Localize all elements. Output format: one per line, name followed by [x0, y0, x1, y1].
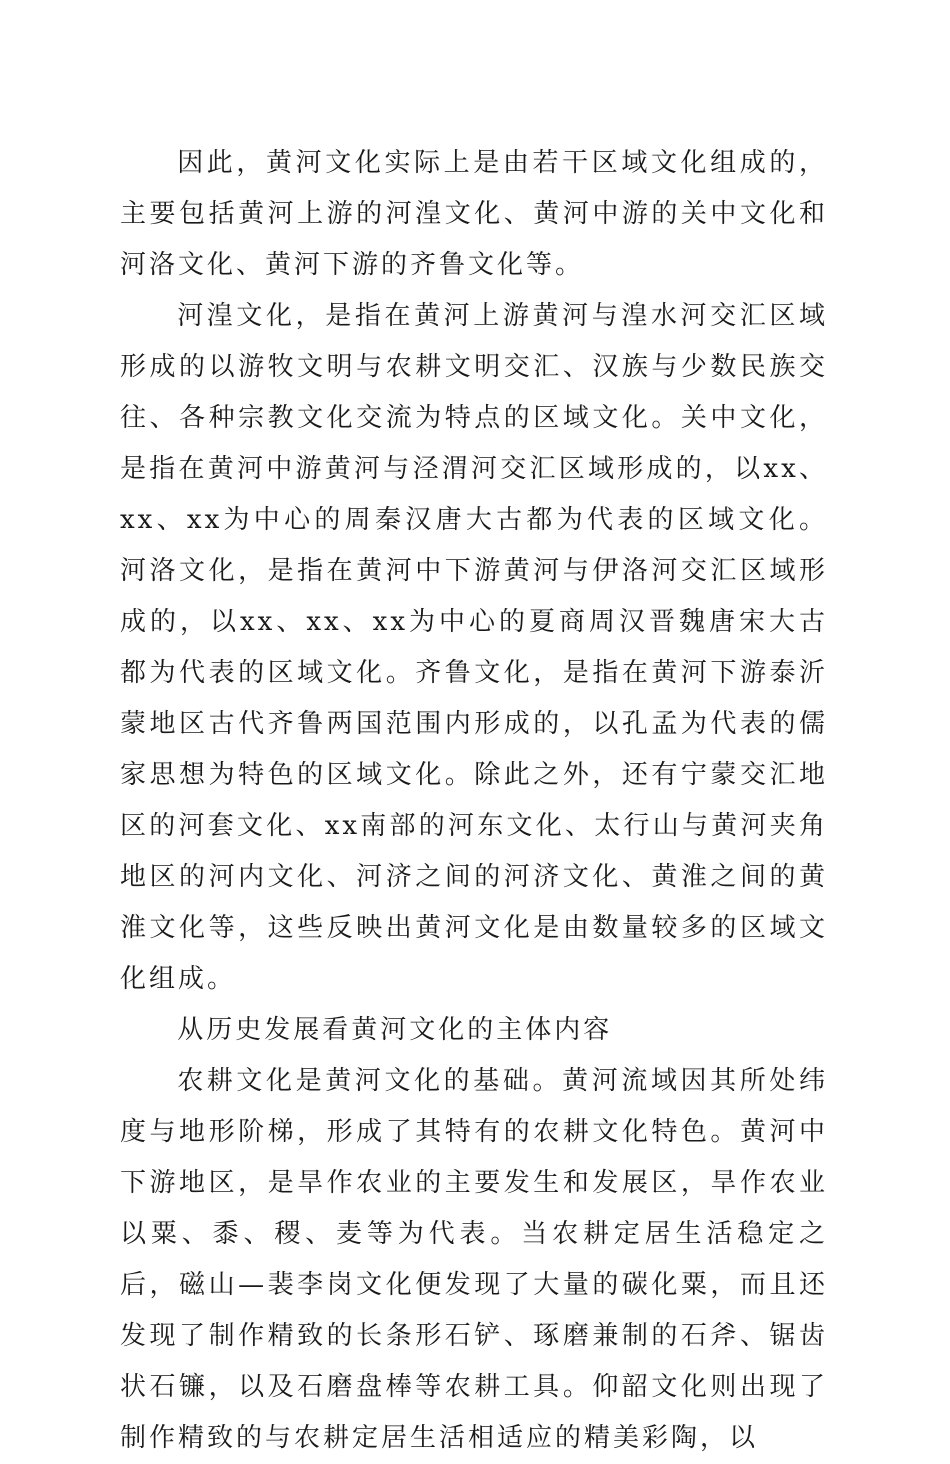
document-body — [120, 138, 828, 1464]
paragraph-regional-cultures-detail: 河湟文化，是指在黄河上游黄河与湟水河交汇区域形成的以游牧文明与农耕文明交汇、汉族与少数民族交往、各种宗教文化交流为特点的区域文化。关中文化，是指在黄河中游黄河与泾渭河交汇区域形成的，以xx、xx、xx为中心的周秦汉唐大古都为代表的区域文化。河洛文化，是指在黄河中下游黄河与伊洛河交汇区域形成的，以xx、xx、xx为中心的夏商周汉晋魏唐宋大古都为代表的区域文化。齐鲁文化，是指在黄河下游泰沂蒙地区古代齐鲁两国范围内形成的，以孔孟为代表的儒家思想为特色的区域文化。除此之外，还有宁蒙交汇地区的河套文化、xx南部的河东文化、太行山与黄河夹角地区的河内文化、河济之间的河济文化、黄淮之间的黄淮文化等，这些反映出黄河文化是由数量较多的区域文化组成。 — [120, 301, 828, 994]
paragraph-regional-cultures-intro: 因此，黄河文化实际上是由若干区域文化组成的，主要包括黄河上游的河湟文化、黄河中游的关中文化和河洛文化、黄河下游的齐鲁文化等。 — [120, 148, 828, 280]
paragraph-farming-culture: 农耕文化是黄河文化的基础。黄河流域因其所处纬度与地形阶梯，形成了其特有的农耕文化特色。黄河中下游地区，是旱作农业的主要发生和发展区，旱作农业以粟、黍、稷、麦等为代表。当农耕定居生活稳定之后，磁山—裴李岗文化便发现了大量的碳化粟，而且还发现了制作精致的长条形石铲、琢磨兼制的石斧、锯齿状石镰，以及石磨盘棒等农耕工具。仰韶文化则出现了制作精致的与农耕定居生活相适应的精美彩陶，以 — [120, 1066, 828, 1453]
section-heading: 从历史发展看黄河文化的主体内容 — [177, 1015, 613, 1045]
